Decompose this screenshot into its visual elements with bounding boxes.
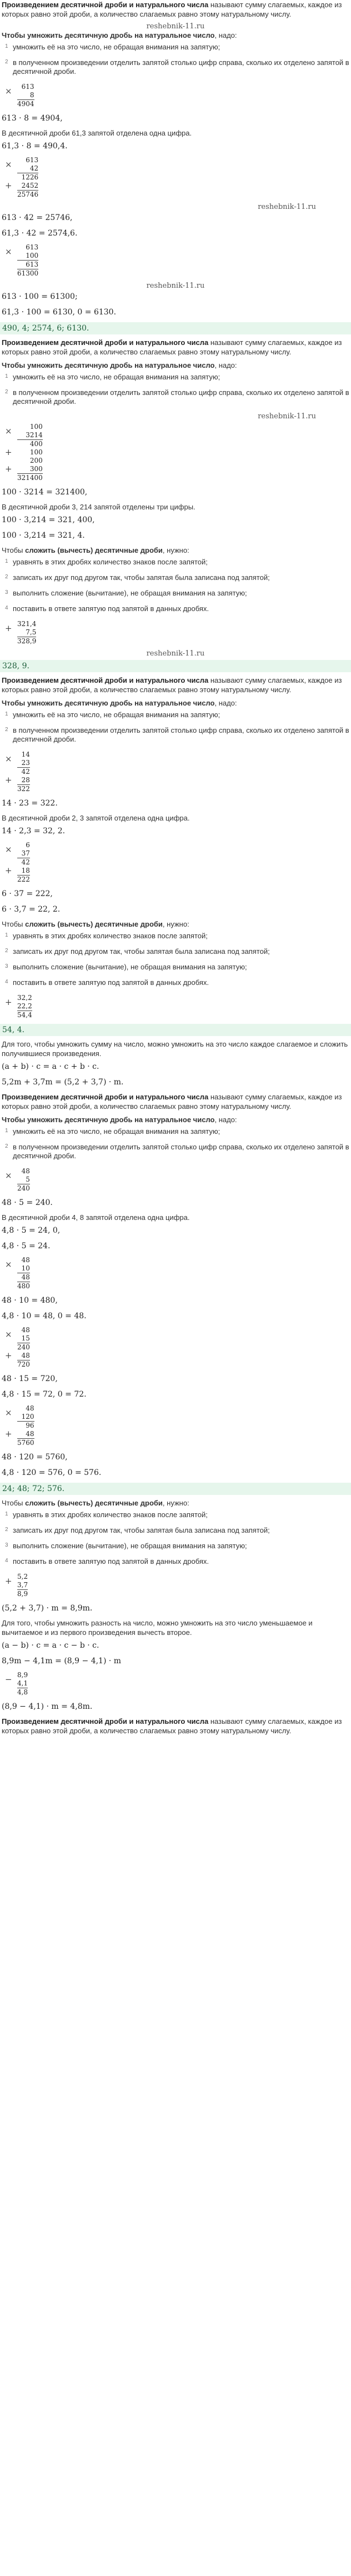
mult-rule-title: Чтобы умножить десятичную дробь на натуральное число, надо: — [2, 1116, 237, 1124]
rule-step: 4 поставить в ответе запятую под запятой в данных дробях. — [5, 1557, 209, 1565]
equation: 613 · 100 = 61300; — [2, 292, 78, 301]
column-calculation: × 613 42 1226 + 2452 25746 — [5, 156, 39, 198]
equation: 48 · 15 = 720, — [2, 1374, 58, 1383]
answer: 24; 48; 72; 576. — [0, 1483, 351, 1495]
mult-definition: Произведением десятичной дроби и натурального числа называют сумму слагаемых, каждое из которых равно этой дроби, а количество слагаемых равно этому натуральному числу. — [2, 676, 342, 694]
column-calculation: × 613 100 613 61300 — [5, 243, 39, 277]
equation: 613 · 8 = 4904, — [2, 114, 63, 123]
equation: 6 · 37 = 222, — [2, 889, 53, 898]
watermark: reshebnik-11.ru — [146, 22, 205, 31]
column-calculation: × 48 15 240 + 48 720 — [5, 1326, 30, 1368]
rule-step: 2 в полученном произведении отделить запятой столько цифр справа, сколько их отделено запятой в десятичной дроби. — [5, 1143, 349, 1160]
equation: (5,2 + 3,7) · m = 8,9m. — [2, 1604, 93, 1613]
equation: 61,3 · 8 = 490,4. — [2, 142, 68, 151]
rule-step: 2 записать их друг под другом так, чтобы запятая была записана под запятой; — [5, 947, 270, 956]
mult-rule-steps — [2, 1127, 349, 1161]
mult-rule-title: Чтобы умножить десятичную дробь на натуральное число, надо: — [2, 31, 237, 39]
equation: 6 · 3,7 = 22, 2. — [2, 905, 61, 914]
column-calculation: × 613 8 4904 — [5, 83, 34, 108]
equation: 4,8 · 5 = 24. — [2, 1242, 51, 1251]
watermark: reshebnik-11.ru — [146, 282, 205, 290]
rule-step: 1 умножить её на это число, не обращая внимания на запятую; — [5, 1127, 220, 1136]
rule-step: 3 выполнить сложение (вычитание), не обращая внимания на запятую; — [5, 963, 247, 971]
rule-step: 1 умножить её на это число, не обращая внимания на запятую; — [5, 711, 220, 719]
equation: 100 · 3214 = 321400, — [2, 488, 88, 497]
mult-definition: Произведением десятичной дроби и натурального числа называют сумму слагаемых, каждое из которых равно этой дроби, а количество слагаемых равно этому натуральному числу. — [2, 338, 342, 356]
column-calculation: × 48 10 48 480 — [5, 1256, 30, 1290]
answer: 328, 9. — [0, 660, 351, 672]
equation: 61,3 · 42 = 2574,6. — [2, 229, 78, 238]
column-calculation: × 48 5 240 — [5, 1167, 30, 1192]
equation: 48 · 5 = 240. — [2, 1198, 53, 1207]
watermark: reshebnik-11.ru — [258, 412, 316, 421]
column-calculation: + 5,2 3,7 8,9 — [5, 1573, 28, 1598]
column-calculation: + 321,4 7,5 328,9 — [5, 620, 37, 645]
mult-rule-steps — [2, 373, 349, 406]
equation: 4,8 · 15 = 72, 0 = 72. — [2, 1390, 87, 1399]
rule-step: 1 умножить её на это число, не обращая внимания на запятую; — [5, 373, 220, 381]
distributive-text: Для того, чтобы умножить сумму на число, можно умножить на это число каждое слагаемое и сложить получившиеся произведения. — [2, 1040, 348, 1058]
answer: 490, 4; 2574, 6; 6130. — [0, 322, 351, 334]
equation: 8,9m − 4,1m = (8,9 − 4,1) · m — [2, 1657, 122, 1665]
rule-step: 2 в полученном произведении отделить запятой столько цифр справа, сколько их отделено запятой в десятичной дроби. — [5, 726, 349, 743]
add-rule-steps — [2, 932, 349, 987]
add-rule-title: Чтобы сложить (вычесть) десятичные дроби, нужно: — [2, 546, 189, 554]
equation: (8,9 − 4,1) · m = 4,8m. — [2, 1702, 93, 1711]
watermark: reshebnik-11.ru — [146, 649, 205, 658]
mult-rule-title: Чтобы умножить десятичную дробь на натуральное число, надо: — [2, 699, 237, 707]
formula: (a − b) · c = a · c − b · c. — [2, 1641, 99, 1650]
rule-step: 4 поставить в ответе запятую под запятой в данных дробях. — [5, 604, 209, 613]
mult-rule-steps — [2, 43, 349, 76]
note: В десятичной дроби 4, 8 запятой отделена одна цифра. — [2, 1213, 190, 1222]
column-calculation: − 8,9 4,1 4,8 — [5, 1671, 28, 1696]
rule-step: 2 записать их друг под другом так, чтобы запятая была записана под запятой; — [5, 1526, 270, 1534]
equation: 4,8 · 120 = 576, 0 = 576. — [2, 1468, 102, 1477]
equation: 4,8 · 10 = 48, 0 = 48. — [2, 1312, 87, 1320]
rule-step: 2 в полученном произведении отделить запятой столько цифр справа, сколько их отделено запятой в десятичной дроби. — [5, 58, 349, 76]
note: В десятичной дроби 3, 214 запятой отделены три цифры. — [2, 503, 195, 511]
watermark: reshebnik-11.ru — [258, 203, 316, 211]
equation: 61,3 · 100 = 6130, 0 = 6130. — [2, 308, 117, 317]
equation: 14 · 23 = 322. — [2, 799, 58, 808]
add-rule-steps — [2, 558, 349, 613]
rule-step: 2 записать их друг под другом так, чтобы запятая была записана под запятой; — [5, 573, 270, 582]
rule-step: 3 выполнить сложение (вычитание), не обращая внимания на запятую; — [5, 589, 247, 597]
mult-definition: Произведением десятичной дроби и натурального числа называют сумму слагаемых, каждое из которых равно этой дроби, а количество слагаемых равно этому натуральному числу. — [2, 1, 342, 18]
equation: 100 · 3,214 = 321, 400, — [2, 516, 95, 524]
equation: 48 · 10 = 480, — [2, 1296, 58, 1305]
formula: (a + b) · c = a · c + b · c. — [2, 1062, 99, 1071]
equation: 613 · 42 = 25746, — [2, 213, 73, 222]
column-calculation: × 14 23 42 + 28 322 — [5, 751, 30, 793]
rule-step: 4 поставить в ответе запятую под запятой в данных дробях. — [5, 978, 209, 987]
mult-rule-title: Чтобы умножить десятичную дробь на натуральное число, надо: — [2, 361, 237, 369]
rule-step: 1 уравнять в этих дробях количество знаков после запятой; — [5, 932, 208, 940]
column-calculation: × 6 37 42 + 18 222 — [5, 841, 30, 883]
equation: 4,8 · 5 = 24, 0, — [2, 1226, 61, 1235]
distributive-text: Для того, чтобы умножить разность на число, можно умножить на это число уменьшаемое и вычитаемое и из первого произведения вычесть второе. — [2, 1619, 313, 1637]
answer: 54, 4. — [0, 1024, 351, 1036]
note: В десятичной дроби 61,3 запятой отделена одна цифра. — [2, 129, 192, 137]
column-calculation: × 48 120 96 + 48 5760 — [5, 1404, 34, 1447]
equation: 48 · 120 = 5760, — [2, 1453, 68, 1462]
column-calculation: + 32,2 22,2 54,4 — [5, 994, 32, 1019]
add-rule-steps — [2, 1510, 349, 1566]
rule-step: 2 в полученном произведении отделить запятой столько цифр справа, сколько их отделено запятой в десятичной дроби. — [5, 388, 349, 406]
mult-definition: Произведением десятичной дроби и натурального числа называют сумму слагаемых, каждое из которых равно этой дроби, а количество слагаемых равно этому натуральному числу. — [2, 1093, 342, 1111]
rule-step: 1 уравнять в этих дробях количество знаков после запятой; — [5, 1510, 208, 1519]
add-rule-title: Чтобы сложить (вычесть) десятичные дроби, нужно: — [2, 920, 189, 928]
rule-step: 3 выполнить сложение (вычитание), не обращая внимания на запятую; — [5, 1542, 247, 1550]
mult-definition: Произведением десятичной дроби и натурального числа называют сумму слагаемых, каждое из которых равно этой дроби, а количество слагаемых равно этому натуральному числу. — [2, 1717, 342, 1735]
equation: 14 · 2,3 = 32, 2. — [2, 827, 66, 836]
note: В десятичной дроби 2, 3 запятой отделена одна цифра. — [2, 814, 190, 822]
equation: 100 · 3,214 = 321, 4. — [2, 531, 85, 540]
rule-step: 1 уравнять в этих дробях количество знаков после запятой; — [5, 558, 208, 566]
mult-rule-steps — [2, 711, 349, 744]
rule-step: 1 умножить её на это число, не обращая внимания на запятую; — [5, 43, 220, 51]
add-rule-title: Чтобы сложить (вычесть) десятичные дроби, нужно: — [2, 1499, 189, 1507]
equation: 5,2m + 3,7m = (5,2 + 3,7) · m. — [2, 1078, 124, 1087]
column-calculation: × 100 3214 400 + 100 200 + 300 321400 — [5, 423, 43, 482]
